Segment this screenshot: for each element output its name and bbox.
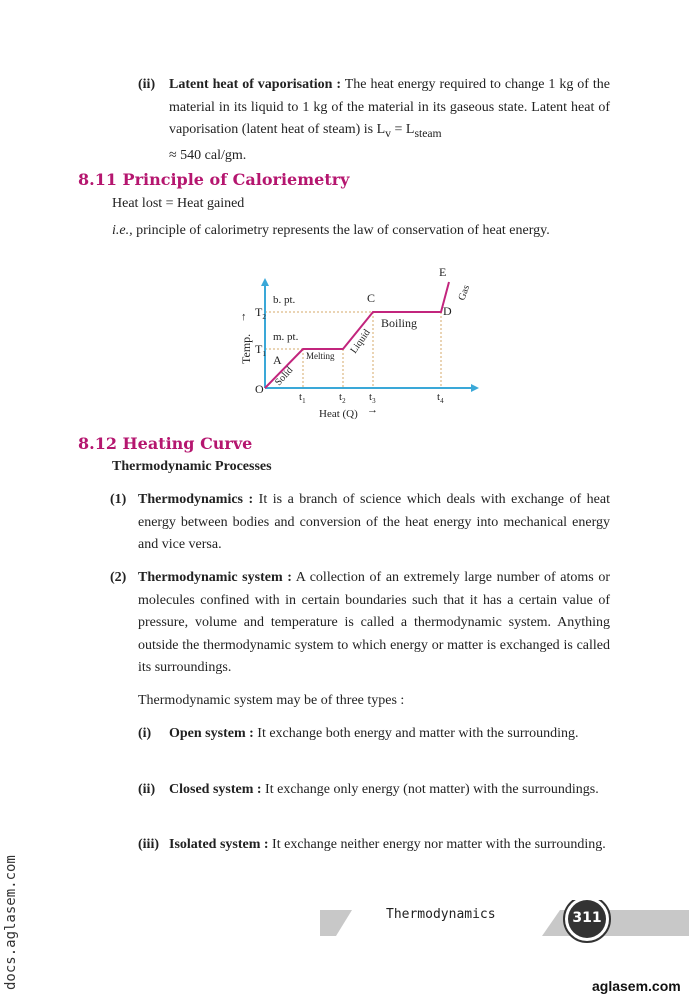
site-watermark: aglasem.com xyxy=(592,978,681,994)
label: b. pt. xyxy=(273,294,296,306)
item-number: (2) xyxy=(110,570,127,585)
heating-curve-diagram xyxy=(235,260,485,425)
arrow-icon xyxy=(261,278,269,286)
label: D xyxy=(443,304,452,318)
paragraph: Thermodynamic system : A collection of an extremely large number of atoms or molecules confined with in certain boundaries such that it has a certain value of pressure, volume and temperature is called a thermodynamic system. Anything outside the thermodynamic system to which energy or matter is exchanged is called its surroundings. xyxy=(138,570,611,675)
section-heading: 8.11 Principle of Caloriemetry xyxy=(78,170,350,189)
side-watermark: docs.aglasem.com xyxy=(3,855,19,990)
arrow-icon xyxy=(471,384,479,392)
paragraph: Open system : It exchange both energy and matter with the surrounding. xyxy=(169,726,579,741)
y-axis-label: Temp. xyxy=(239,333,253,364)
arrow-icon: ↑ xyxy=(241,311,247,323)
latent-heat-paragraph: Latent heat of vaporisation : The heat energy required to change 1 kg of the material in its liquid to 1 kg of the material in its gaseous state. Latent heat of vaporisation (latent heat of steam) is $L_v = L_{steam}$ ≈ 540 cal/gm. xyxy=(169,77,610,164)
label: Gas xyxy=(456,283,473,303)
paragraph: Isolated system : It exchange neither energy nor matter with the surrounding. xyxy=(169,837,606,852)
label: m. pt. xyxy=(273,331,299,343)
label: Boiling xyxy=(381,316,418,330)
label: $T_1$ xyxy=(255,342,266,358)
footer-decoration xyxy=(320,910,352,936)
paragraph: Heat lost = Heat gained xyxy=(112,196,245,211)
label: $T_2$ xyxy=(255,305,266,321)
item-number: (iii) xyxy=(138,837,159,852)
tick-label: $t_2$ xyxy=(339,391,346,405)
label: E xyxy=(439,265,447,279)
chapter-name: Thermodynamics xyxy=(386,907,496,922)
paragraph: Thermodynamics : It is a branch of science which deals with exchange of heat energy between bodies and conversion of the heat energy into mechanical energy and vice versa. xyxy=(138,492,610,552)
tick-label: $t_3$ xyxy=(369,391,376,405)
paragraph: i.e., principle of calorimetry represents the law of conservation of heat energy. xyxy=(112,223,550,238)
label: Liquid xyxy=(348,327,373,356)
label: C xyxy=(367,291,376,305)
label: A xyxy=(273,353,282,367)
paragraph: Thermodynamic system may be of three types : xyxy=(138,693,405,708)
item-number: (ii) xyxy=(138,77,156,92)
label: O xyxy=(255,382,264,396)
x-axis-label: Heat (Q) xyxy=(319,408,358,420)
item-number: (1) xyxy=(110,492,127,507)
section-heading: 8.12 Heating Curve xyxy=(78,434,253,453)
tick-label: $t_1$ xyxy=(299,391,306,405)
paragraph: Closed system : It exchange only energy (not matter) with the surroundings. xyxy=(169,782,599,797)
item-number: (i) xyxy=(138,726,152,741)
label: Solid xyxy=(273,364,296,389)
item-number: (ii) xyxy=(138,782,156,797)
tick-label: $t_4$ xyxy=(437,391,444,405)
label: Melting xyxy=(306,351,335,361)
subheading: Thermodynamic Processes xyxy=(112,459,272,474)
page-number: 311 xyxy=(572,910,602,926)
arrow-icon: → xyxy=(367,404,378,416)
